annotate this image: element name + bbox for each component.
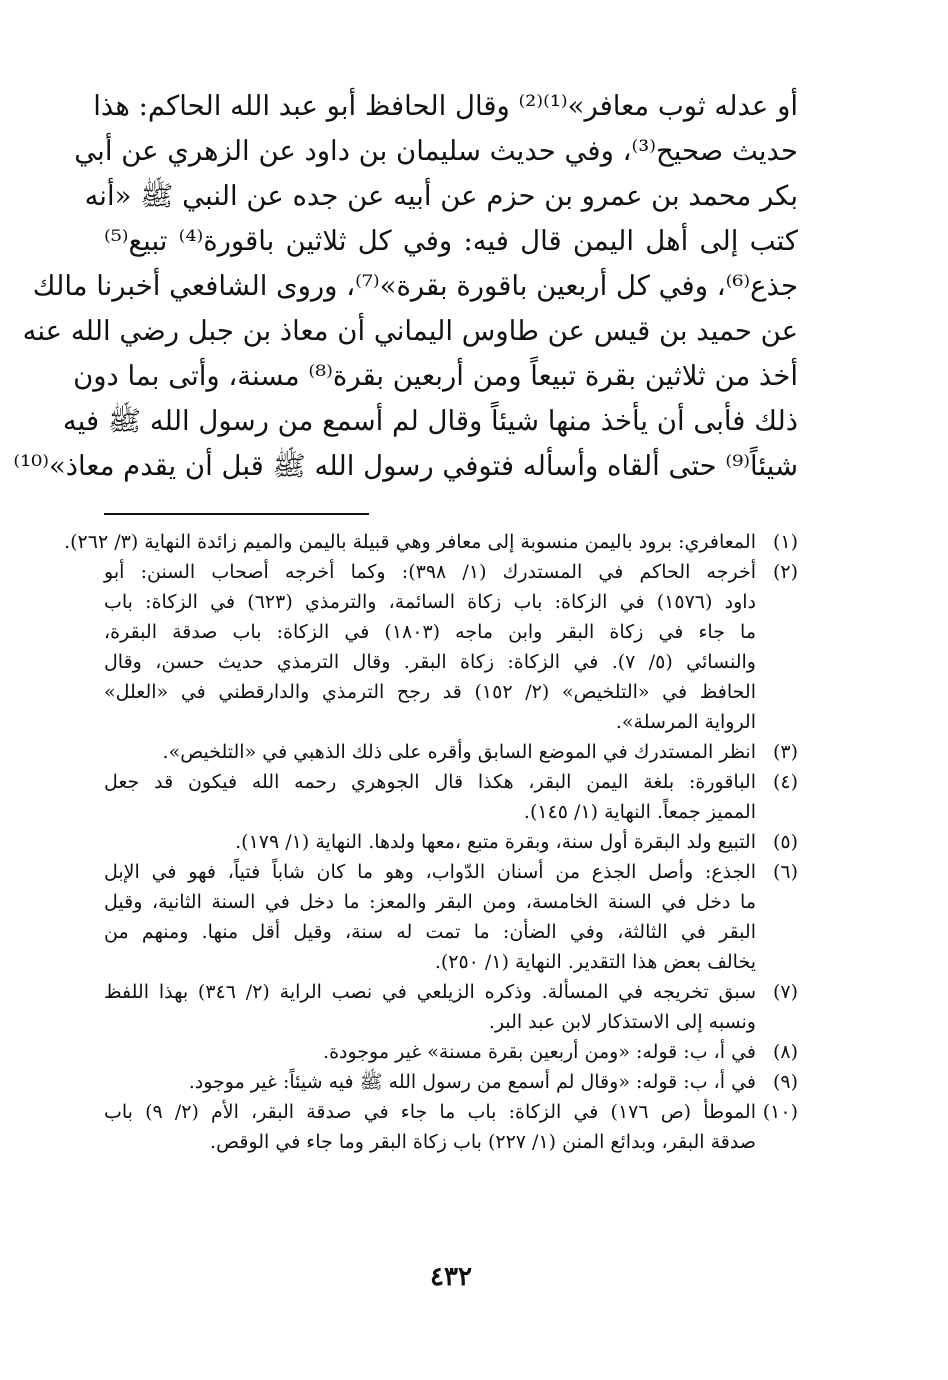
footnote-line: ما جاء في زكاة البقر وابن ماجه (١٨٠٣) في الزكاة: باب صدقة البقرة، [104, 621, 756, 643]
footnote-line: الموطأ (ص ١٧٦) في الزكاة: باب ما جاء في صدقة البقر، الأم (٢/ ٩) باب [104, 1101, 756, 1123]
footnote-number: (١) [772, 531, 798, 553]
footnote-line: في أ، ب: قوله: «ومن أربعين بقرة مسنة» غير موجودة. [323, 1041, 756, 1063]
footnote-6 [104, 857, 798, 977]
footnote-line: ونسبه إلى الاستذكار لابن عبد البر. [488, 1011, 756, 1033]
footnote-text [104, 1067, 756, 1097]
footnote-number: (١٠) [762, 1101, 798, 1123]
footnote-2 [104, 557, 798, 737]
footnote-line: المميز جمعاً. النهاية (١/ ١٤٥). [523, 801, 756, 823]
footnote-4 [104, 767, 798, 827]
footnote-line: الباقورة: بلغة اليمن البقر، هكذا قال الجوهري رحمه الله فيكون قد جعل [104, 771, 756, 793]
footnote-text [104, 857, 756, 977]
footnote-line: في أ، ب: قوله: «وقال لم أسمع من رسول الله ﷺ فيه شيئاً: غير موجود. [188, 1071, 756, 1093]
footnote-line: والنسائي (٥/ ٧). في الزكاة: زكاة البقر. وقال الترمذي حديث حسن، وقال [104, 651, 756, 673]
footnote-line: الجذع: وأصل الجذع من أسنان الدّواب، وهو ما كان شاباً فتياً، فهو في الإبل [104, 861, 756, 883]
footnote-line: الرواية المرسلة». [615, 711, 756, 733]
footnotes-list [64, 527, 798, 1157]
main-text-line: عن حميد بن قيس عن طاوس اليماني أن معاذ بن جبل رضي الله عنه [22, 315, 798, 347]
footnote-line: انظر المستدرك في الموضع السابق وأقره على ذلك الذهبي في «التلخيص». [162, 741, 756, 763]
main-text-line: حديث صحيح⁽³⁾، وفي حديث سليمان بن داود عن الزهري عن أبي [74, 135, 798, 167]
footnote-line: التبيع ولد البقرة أول سنة، وبقرة متبع ،معها ولدها. النهاية (١/ ١٧٩). [235, 831, 756, 853]
main-text-line: كتب إلى أهل اليمن قال فيه: وفي كل ثلاثين باقورة⁽⁴⁾ تبيع⁽⁵⁾ [104, 225, 799, 257]
footnote-number: (٥) [772, 831, 798, 853]
footnote-9 [104, 1067, 798, 1097]
footnote-text [104, 767, 756, 827]
footnote-line: ما دخل في السنة الخامسة، ومن البقر والمعز: ما دخل في السنة الثانية، وقيل [104, 891, 756, 913]
footnote-5 [104, 827, 798, 857]
main-text-line: شيئاً⁽⁹⁾ حتى ألقاه وأسأله فتوفي رسول الله ﷺ قبل أن يقدم معاذ»⁽¹⁰⁾ [13, 450, 798, 482]
main-text-line: بكر محمد بن عمرو بن حزم عن أبيه عن جده عن النبي ﷺ «أنه [84, 180, 798, 212]
footnote-text [104, 737, 756, 767]
footnote-number: (٨) [772, 1041, 798, 1063]
main-text [13, 84, 799, 489]
footnote-line: سبق تخريجه في المسألة. وذكره الزيلعي في نصب الراية (٢/ ٣٤٦) بهذا اللفظ [104, 981, 756, 1003]
footnote-number: (٣) [772, 741, 798, 763]
document-page [13, 84, 799, 1380]
footnote-number: (٩) [772, 1071, 798, 1093]
footnote-text [104, 557, 756, 737]
footnote-line: يخالف بعض هذا التقدير. النهاية (١/ ٢٥٠). [434, 951, 756, 973]
footnote-line: البقر في الثالثة، وفي الضأن: ما تمت له سنة، وقيل أقل منها. ومنهم من [104, 921, 756, 943]
footnote-number: (٧) [772, 981, 798, 1003]
main-text-line: جذع⁽⁶⁾، وفي كل أربعين باقورة بقرة»⁽⁷⁾، وروى الشافعي أخبرنا مالك [32, 270, 798, 302]
footnote-text [64, 527, 756, 557]
footnote-text [104, 1037, 756, 1067]
footnote-line: أخرجه الحاكم في المستدرك (١/ ٣٩٨): وكما أخرجه أصحاب السنن: أبو [104, 561, 756, 583]
footnote-text [104, 827, 756, 857]
footnote-number: (٢) [772, 561, 798, 583]
main-text-line: أو عدله ثوب معافر»⁽¹⁾⁽²⁾ وقال الحافظ أبو عبد الله الحاكم: هذا [93, 90, 798, 122]
page-number: ٤٣٢ [430, 1262, 472, 1292]
footnote-line: صدقة البقر، وبدائع المنن (١/ ٢٢٧) باب زكاة البقر وما جاء في الوقص. [210, 1131, 756, 1153]
main-text-line: ذلك فأبى أن يأخذ منها شيئاً وقال لم أسمع من رسول الله ﷺ فيه [62, 405, 798, 437]
footnote-text [104, 977, 756, 1037]
footnote-number: (٤) [772, 771, 798, 793]
footnote-line: المعافري: برود باليمن منسوبة إلى معافر وهي قبيلة باليمن والميم زائدة النهاية (٣/ ٢٦٢). [64, 531, 756, 553]
main-text-line: أخذ من ثلاثين بقرة تبيعاً ومن أربعين بقرة⁽⁸⁾ مسنة، وأتى بما دون [73, 360, 798, 392]
footnote-8 [104, 1037, 798, 1067]
footnote-3 [104, 737, 798, 767]
footnote-number: (٦) [772, 861, 798, 883]
footnote-1 [64, 527, 798, 557]
footnote-text [104, 1097, 756, 1157]
footnote-10 [104, 1097, 798, 1157]
footnote-line: الحافظ في «التلخيص» (٢/ ١٥٢) قد رجح الترمذي والدارقطني في «العلل» [104, 681, 756, 703]
footnote-separator [104, 513, 369, 515]
footnote-7 [104, 977, 798, 1037]
footnote-line: داود (١٥٧٦) في الزكاة: باب زكاة السائمة، والترمذي (٦٢٣) في الزكاة: باب [104, 591, 757, 613]
